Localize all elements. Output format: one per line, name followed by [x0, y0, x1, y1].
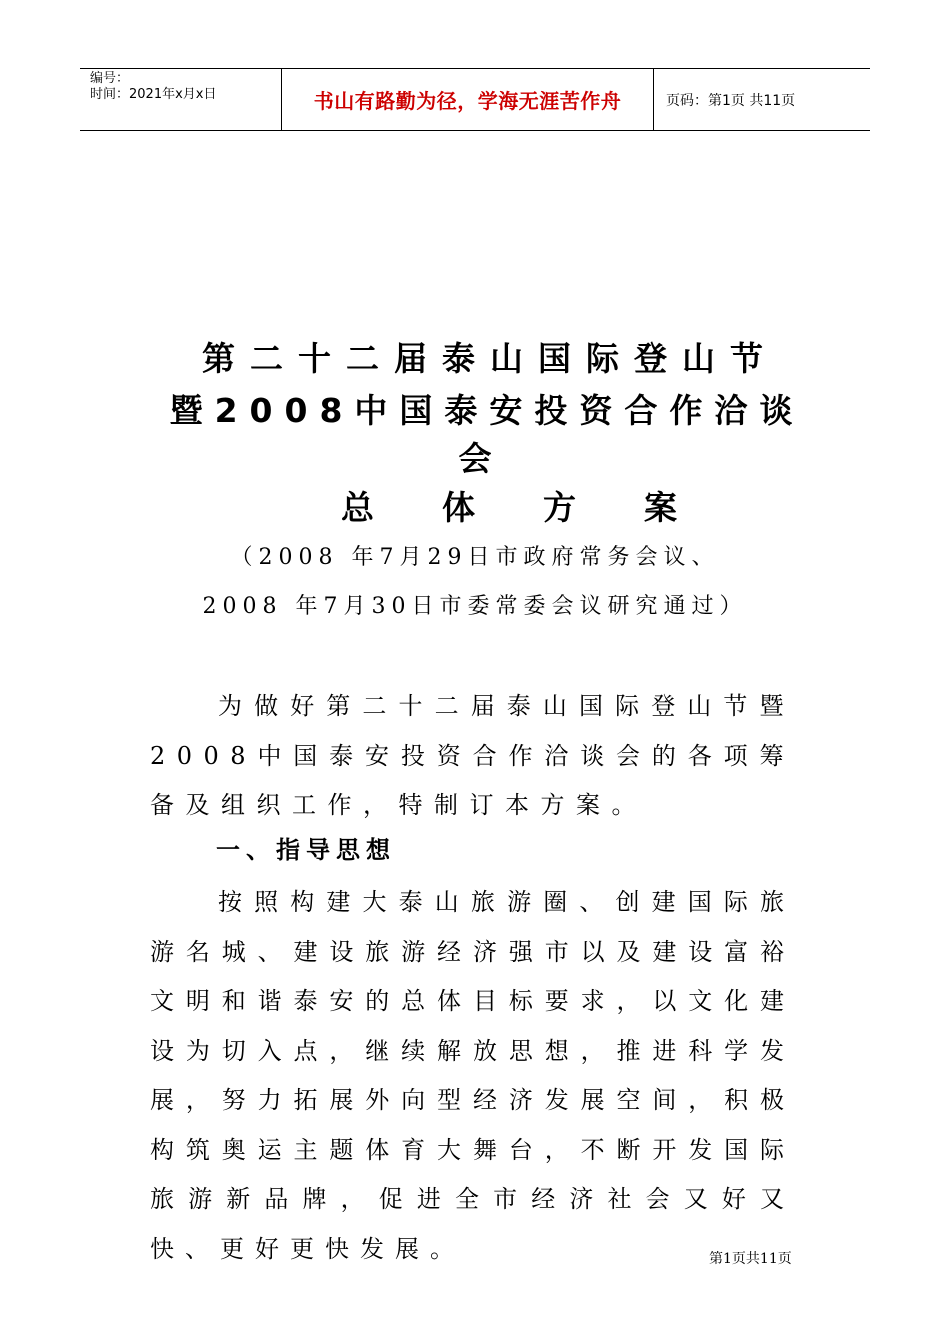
title-line-3: 会 — [458, 439, 492, 478]
page-footer: 第1页共11页 — [709, 1251, 792, 1267]
subtitle-line-1: （2008 年7月29日市政府常务会议、 — [230, 545, 720, 570]
title-line-2: 暨2008中国泰安投资合作洽谈 — [169, 391, 805, 430]
title-line-4: 总体方案 — [341, 488, 745, 527]
header-time-label: 时间：2021年x月x日 — [90, 87, 217, 102]
subtitle-line-2: 2008 年7月30日市委常委会议研究通过） — [202, 594, 748, 619]
document-header — [80, 68, 870, 131]
title-line-1: 第二十二届泰山国际登山节 — [202, 339, 778, 378]
header-meta — [80, 69, 282, 130]
section-1-paragraph: 按照构建大泰山旅游圈、创建国际旅游名城、建设旅游经济强市以及建设富裕文明和谐泰安的总体目标要求，以文化建设为切入点，继续解放思想，推进科学发展，努力拓展外向型经济发展空间，积极构筑奥运主题体育大舞台，不断开发国际旅游新品牌，促进全市经济社会又好又快、更好更快发展。 — [150, 888, 795, 1263]
section-1-heading: 一、指导思想 — [216, 836, 396, 864]
intro-paragraph: 为做好第二十二届泰山国际登山节暨2008中国泰安投资合作洽谈会的各项筹备及组织工作，特制订本方案。 — [150, 692, 795, 819]
header-code-label: 编号： — [90, 71, 130, 86]
header-page-info: 页码：第1页 共11页 — [666, 92, 796, 109]
header-motto: 书山有路勤为径，学海无涯苦作舟 — [282, 69, 654, 130]
